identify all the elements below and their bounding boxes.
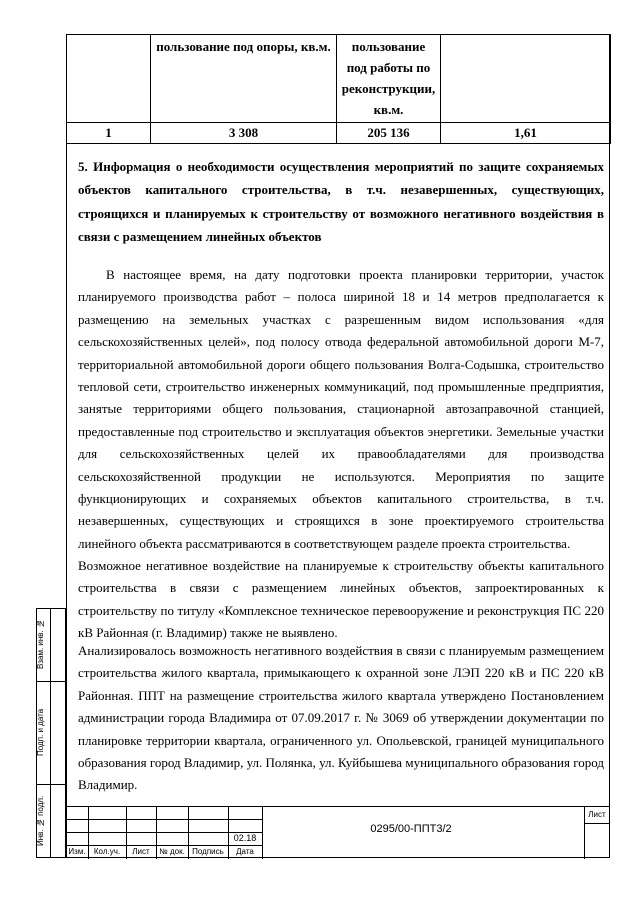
area-table xyxy=(66,34,611,144)
table-cell: 3 308 xyxy=(151,123,337,144)
table-header-row xyxy=(67,34,611,123)
tb-label: Лист xyxy=(132,847,150,856)
table-header-cell: пользование под опоры, кв.м. xyxy=(151,34,337,123)
table-cell: 205 136 xyxy=(337,123,441,144)
table-header-cell: пользование под работы по реконструкции, кв.м. xyxy=(337,34,441,123)
sheet-label: Лист xyxy=(588,810,606,819)
paragraph: В настоящее время, на дату подготовки проекта планировки территории, участок планируемого производства работ – полоса шириной 18 и 14 метров предполагается к размещению на земельных участках с разрешенным видом использования «для сельскохозяйственных целей», под полосу отвода федеральной автомобильной дороги М-7, территориальной автомобильной дороги общего пользования Волга-Содышка, строительство тепловой сети, строительство инженерных коммуникаций, под промышленные предприятия, занятые территориями общего пользования, стационарной автозаправочной станцией, предоставленные под строительство и эксплуатация объектов энергетики. Земельные участки для сельскохозяйственных целей их правообладателями для производства сельскохозяйственной продукции не используются. Мероприятия по защите функционирующих и сохраняемых объектов капитального строительства, в т.ч. незавершенных, существующих и строящихся в зоне проектируемого строительства линейного объекта рассматриваются в соответствующем разделе проекта строительства. xyxy=(78,267,604,551)
tb-label: Подпись xyxy=(192,847,224,856)
table-row xyxy=(67,123,611,144)
stamp-inv-label: Инв. № подл. xyxy=(36,795,45,847)
tb-label: Изм. xyxy=(68,847,86,856)
tb-label: Дата xyxy=(236,847,254,856)
table-cell: 1,61 xyxy=(441,123,611,144)
document-code: 0295/00-ППТ3/2 xyxy=(370,823,452,835)
paragraph: Анализировалось возможность негативного воздействия в связи с планируемым размещением строительства жилого квартала, примыкающего к охранной зоне ЛЭП 220 кВ и ПС 220 кВ Районная. ППТ на размещение строительства жилого квартала утверждено Постановлением администрации города Владимира от 07.09.2017 г. № 3069 об утверждении документации по планировке территории квартала, ограниченного ул. Опольевской, границей муниципального образования город Владимир, ул. Полянка, ул. Куйбышева муниципального образования город Владимир. xyxy=(78,643,604,793)
stamp-divider xyxy=(50,608,51,858)
stamp-podp-label: Подп. и дата xyxy=(36,708,45,757)
tb-label: № док. xyxy=(159,847,185,856)
table-header-cell xyxy=(67,34,151,123)
section-heading: 5. Информация о необходимости осуществления мероприятий по защите сохраняемых объектов капитального строительства, в т.ч. незавершенных, существующих, строящихся и планируемых к строительству от возможного негативного воздействия в связи с размещением линейных объектов xyxy=(78,159,604,244)
title-block xyxy=(66,806,610,858)
tb-label: Кол.уч. xyxy=(93,847,121,856)
stamp-vzam-label: Взам. инв. № xyxy=(36,619,45,670)
tb-date-entry: 02.18 xyxy=(233,833,257,843)
table-header-cell xyxy=(441,34,611,123)
table-cell: 1 xyxy=(67,123,151,144)
paragraph: Возможное негативное воздействие на планируемые к строительству объекты капитального строительства в связи с размещением линейных объектов, запроектированных к строительству по титулу «Комплексное техническое перевооружение и реконструкция ПС 220 кВ Районная (г. Владимир) также не выявлено. xyxy=(78,558,604,641)
